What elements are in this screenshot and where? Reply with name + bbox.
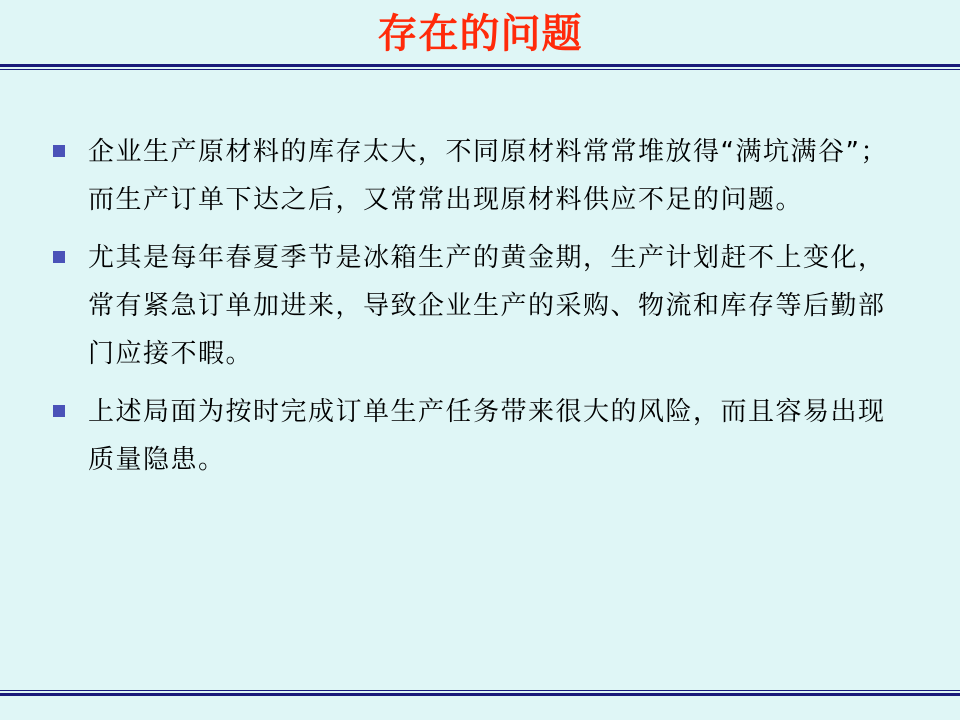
bullet-text: 上述局面为按时完成订单生产任务带来很大的风险，而且容易出现质量隐患。: [88, 397, 886, 475]
footer-divider: [0, 690, 960, 698]
square-bullet-icon: [53, 251, 65, 263]
bullet-text: 企业生产原材料的库存太大，不同原材料常常堆放得“满坑满谷”；而生产订单下达之后，又常常出现原材料供应不足的问题。: [88, 137, 888, 215]
square-bullet-icon: [53, 145, 65, 157]
bullet-text: 尤其是每年春夏季节是冰箱生产的黄金期，生产计划赶不上变化，常有紧急订单加进来，导致企业生产的采购、物流和库存等后勤部门应接不暇。: [88, 243, 886, 369]
footer-divider-thin-line: [0, 690, 960, 691]
bullet-item: [50, 388, 900, 484]
bullet-item: [50, 128, 900, 224]
bullet-list: [50, 128, 900, 494]
square-bullet-icon: [53, 405, 65, 417]
footer-divider-thick-line: [0, 693, 960, 696]
bullet-item: [50, 234, 900, 378]
title-divider-thick-line: [0, 64, 960, 67]
slide-title: 存在的问题: [377, 11, 583, 57]
title-divider-thin-line: [0, 69, 960, 70]
title-divider: [0, 64, 960, 72]
